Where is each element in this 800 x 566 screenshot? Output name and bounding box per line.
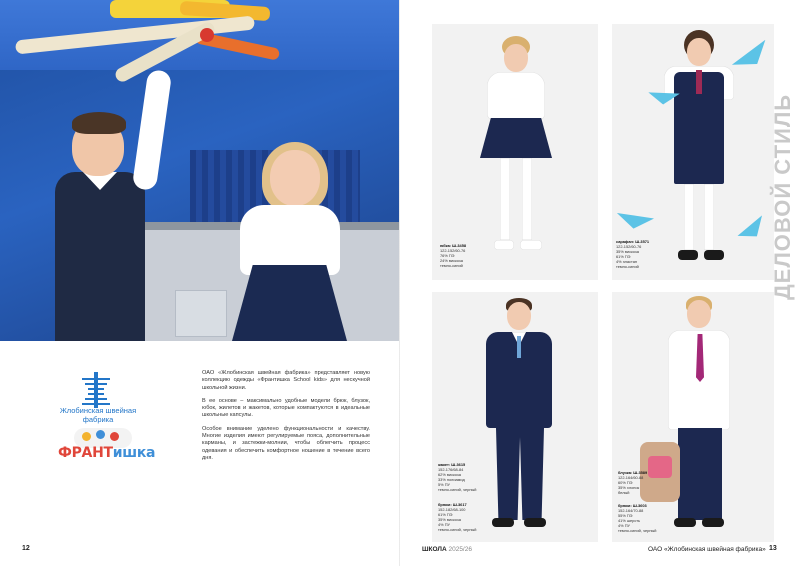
model-shoe-left [494,240,514,250]
intro-text [202,370,370,468]
caption-line: 152-176/68-84 [438,467,464,472]
intro-paragraph-3: Особое внимание уделено функциональности и качеству. Многие изделия имеют регулируемые пояса, дополнительные карманы, и застежки-молнии, чтобы облегчить процесс одевания и обеспечить комфортное ношение в течение всего дня. [202,425,370,461]
caption-skirt [440,243,486,268]
caption-trousers-boy [438,502,484,532]
caption-line: 152-164/70-88 [618,508,644,513]
caption-line: 33% полиамид [438,477,465,482]
caption-sarafan [616,239,662,269]
caption-line: 122-164/60-88 [618,475,644,480]
factory-logo-icon [80,372,112,408]
footer-section [422,546,472,553]
caption-jacket [438,462,484,492]
girl-blouse [240,205,340,275]
model-sock-right [522,158,532,240]
paper-plane-icon [734,215,768,242]
model-tie [517,336,521,358]
caption-trousers-girl [618,503,664,533]
caption-title: жакет: Ш-3615 [438,462,466,467]
page-number-left: 12 [22,545,30,552]
footer-section-name: ШКОЛА [422,546,447,553]
model-head [507,302,531,330]
model-trousers [496,428,544,520]
caption-line: белый [618,490,630,495]
caption-line: 35% хлопок [618,485,640,490]
caption-line: темно-синий [440,263,463,268]
caption-blouse [618,470,664,495]
factory-logo-text: Жлобинская швейная фабрика [59,406,137,424]
intro-paragraph-2: В ее основе – максимально удобные модели брюк, блузок, юбок, жилетов и жакетов, которые компактуются в идеальные школьные капсулы. [202,397,370,419]
caption-line: 4% эластан [616,259,638,264]
caption-line: 35% вискоза [616,249,639,254]
page-number-right: 13 [769,545,777,552]
caption-title: брюки: Ш-3603 [618,503,647,508]
caption-line: 61% ПЭ [616,254,631,259]
model-shoe-right [520,240,542,250]
caption-line: 4% ПУ [438,522,450,527]
brand-dot-yellow [82,432,91,441]
photo-drawer [175,290,227,337]
caption-line: 4% ПУ [618,523,630,528]
brand-dot-blue [96,430,105,439]
model-shoe-right [702,518,724,527]
model-head [504,44,528,72]
model-blouse [487,72,545,120]
caption-line: 152-182/68-100 [438,507,466,512]
brand-part-2: ишка [112,445,156,461]
caption-line: темно-синий [616,264,639,269]
caption-line: темно-синий, черный [438,487,477,492]
model-skirt [480,118,552,158]
model-shoe-right [704,250,724,260]
model-tie [696,70,702,94]
caption-line: 122-152/60-76 [440,248,466,253]
boy-arm [132,69,172,191]
caption-line: темно-синий, черный [618,528,657,533]
paper-plane-icon [728,40,772,72]
model-shoe-left [492,518,514,527]
caption-line: 76% ПЭ [440,253,455,258]
model-shoe-left [674,518,696,527]
boy-hair [72,112,126,134]
model-plane-nose [200,28,214,42]
footer-year: 2025/26 [448,546,472,553]
model-shoe-left [678,250,698,260]
hero-photo [0,0,400,341]
brand-dot-red [110,432,119,441]
model-head [687,38,711,66]
caption-line: 35% вискоза [438,517,461,522]
photo-skirt-look [432,24,598,280]
model-sock-left [684,184,694,250]
footer-company: ОАО «Жлобинская швейная фабрика» [648,546,766,553]
caption-line: 62% вискоза [438,472,461,477]
caption-line: 55% ПЭ [618,513,633,518]
caption-line: 60% ПЭ [618,480,633,485]
model-shoe-right [524,518,546,527]
caption-title: блузка: Ш-3589 [618,470,648,475]
model-sock-left [500,158,510,240]
caption-line: темно-синий, черный [438,527,477,532]
caption-line: 61% ПЭ [438,512,453,517]
boy-figure [55,172,145,341]
girl-head [270,150,320,206]
section-vertical-title: ДЕЛОВОЙ СТИЛЬ [770,93,795,300]
caption-title: юбка: Ш-3458 [440,243,467,248]
caption-line: 41% шерсть [618,518,641,523]
model-head [687,300,711,328]
model-trousers [678,428,722,520]
intro-paragraph-1: ОАО «Жлобинская швейная фабрика» представляет новую коллекцию одежды «Франтишка School kids» для нескучной школьной жизни. [202,370,370,391]
caption-line: 122-152/60-76 [616,244,642,249]
brand-logo-frantishka [58,445,155,461]
model-sock-right [704,184,714,250]
caption-line: 5% ПУ [438,482,450,487]
paper-plane-icon [614,203,654,235]
caption-line: 24% вискоза [440,258,463,263]
caption-title: брюки: Ш-3617 [438,502,467,507]
brand-part-1: ФРАНТ [58,445,113,461]
caption-title: сарафан: Ш-3571 [616,239,650,244]
